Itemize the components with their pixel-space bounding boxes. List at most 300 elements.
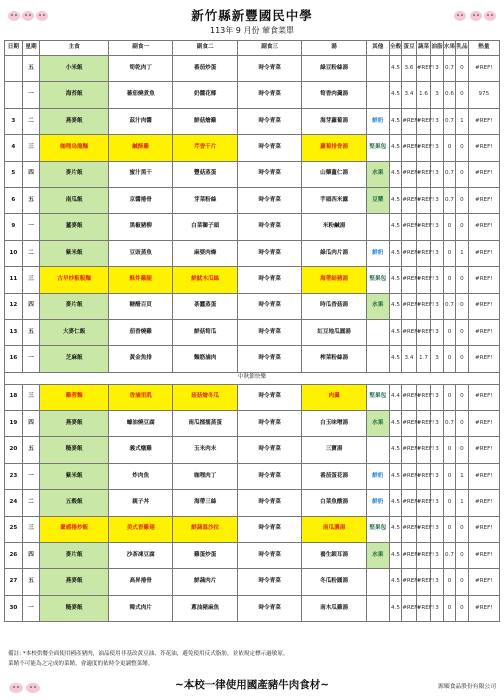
side-dish-2-cell: 鮮蔬肉片 xyxy=(173,569,237,595)
nutrition-value-cell: 0 xyxy=(456,569,468,595)
nutrition-value-cell: 0.7 xyxy=(443,161,455,187)
menu-row xyxy=(5,240,500,266)
nutrition-value-cell: 3.4 xyxy=(402,346,417,372)
nutrition-value-cell: 1.6 xyxy=(416,82,431,108)
menu-row xyxy=(5,187,500,213)
nutrition-value-cell: 4.5 xyxy=(389,595,401,621)
footer-note: 備註: *本校供餐全面使用國產豬肉，油品使用非基改黃豆油、芥花油，避免使用反式脂肪，並依規定標示過敏原。 xyxy=(8,651,289,657)
nutrition-value-cell: #REF! xyxy=(468,56,499,82)
staple-cell: 糙麥飯 xyxy=(40,437,109,463)
side-dish-1-cell: 茄香燒雞 xyxy=(108,319,172,345)
soup-cell: 綠豆粉絲湯 xyxy=(302,56,366,82)
soup-cell: 芋頭西米露 xyxy=(302,187,366,213)
side-dish-2-cell: 蔥油豬麻魚 xyxy=(173,595,237,621)
soup-cell: 肉羹 xyxy=(302,384,366,410)
side-dish-2-cell: 菇菇燴冬瓜 xyxy=(173,384,237,410)
nutrition-value-cell: 4.5 xyxy=(389,108,401,134)
menu-row xyxy=(5,267,500,293)
side-dish-2-cell: 麻婆肉燥 xyxy=(173,240,237,266)
nutrition-value-cell: #REF! xyxy=(402,240,417,266)
side-dish-3-cell: 時令青菜 xyxy=(237,437,301,463)
soup-cell: 米粉鹹湯 xyxy=(302,214,366,240)
nutrition-value-cell: 1 xyxy=(456,490,468,516)
nutrition-header: 蛋豆 xyxy=(402,41,417,56)
side-dish-1-cell: 義式燉雞 xyxy=(108,437,172,463)
side-dish-3-cell: 時令青菜 xyxy=(237,543,301,569)
side-dish-2-cell: 咖哩肉丁 xyxy=(173,463,237,489)
nutrition-value-cell: 0 xyxy=(456,267,468,293)
nutrition-value-cell: 3 xyxy=(431,569,443,595)
nutrition-value-cell: 1 xyxy=(456,108,468,134)
nutrition-value-cell: 3 xyxy=(431,346,443,372)
soup-cell: 南瓜濃湯 xyxy=(302,516,366,542)
nutrition-value-cell: #REF! xyxy=(468,490,499,516)
date-cell: 5 xyxy=(5,161,23,187)
nutrition-value-cell: 0 xyxy=(456,135,468,161)
column-header: 湯 xyxy=(302,41,366,56)
weekday-cell: 四 xyxy=(22,411,40,437)
extra-item-cell xyxy=(366,569,389,595)
nutrition-value-cell: 3 xyxy=(431,543,443,569)
soup-cell: 南木瓜雞湯 xyxy=(302,595,366,621)
nutrition-value-cell: #REF! xyxy=(416,516,431,542)
nutrition-value-cell: 3 xyxy=(431,267,443,293)
weekday-cell: 四 xyxy=(22,543,40,569)
nutrition-header: 油脂 xyxy=(431,41,443,56)
footer-note: 菜餚不可能為之完成的菜餚，會適度的依時令更調整菜餚。 xyxy=(8,661,154,667)
soup-cell: 三寶湯 xyxy=(302,437,366,463)
nutrition-value-cell: #REF! xyxy=(402,108,417,134)
weekday-cell: 一 xyxy=(22,463,40,489)
nutrition-value-cell: 0 xyxy=(456,411,468,437)
staple-cell: 麥片飯 xyxy=(40,543,109,569)
extra-item-cell xyxy=(366,56,389,82)
nutrition-value-cell: 4.5 xyxy=(389,56,401,82)
nutrition-value-cell: #REF! xyxy=(416,187,431,213)
nutrition-value-cell: #REF! xyxy=(468,214,499,240)
nutrition-value-cell: #REF! xyxy=(416,214,431,240)
extra-item-cell: 水果 xyxy=(366,411,389,437)
staple-cell: 糙麥飯 xyxy=(40,595,109,621)
page-subtitle: 113年 9 月份 葷食菜單 xyxy=(210,26,294,35)
nutrition-value-cell: 0 xyxy=(443,319,455,345)
nutrition-value-cell: 0 xyxy=(443,437,455,463)
menu-row xyxy=(5,384,500,410)
nutrition-value-cell: 4.5 xyxy=(389,161,401,187)
nutrition-value-cell: #REF! xyxy=(468,293,499,319)
nutrition-value-cell: 4.5 xyxy=(389,267,401,293)
nutrition-value-cell: #REF! xyxy=(468,411,499,437)
weekday-cell: 五 xyxy=(22,437,40,463)
nutrition-value-cell: #REF! xyxy=(416,108,431,134)
date-cell xyxy=(5,56,23,82)
side-dish-3-cell: 時令青菜 xyxy=(237,595,301,621)
staple-cell: 五穀飯 xyxy=(40,490,109,516)
nutrition-value-cell: 0 xyxy=(443,516,455,542)
nutrition-value-cell: 3 xyxy=(431,135,443,161)
nutrition-value-cell: 0 xyxy=(443,135,455,161)
side-dish-2-cell: 鮮菇燴雞 xyxy=(173,108,237,134)
nutrition-value-cell: 4.5 xyxy=(389,437,401,463)
side-dish-1-cell: 親子丼 xyxy=(108,490,172,516)
nutrition-value-cell: #REF! xyxy=(416,319,431,345)
weekday-cell: 四 xyxy=(22,293,40,319)
side-dish-1-cell: 黑椒豬柳 xyxy=(108,214,172,240)
menu-row xyxy=(5,56,500,82)
menu-row xyxy=(5,346,500,372)
nutrition-value-cell: #REF! xyxy=(402,437,417,463)
weekday-cell: 三 xyxy=(22,267,40,293)
column-header: 副食一 xyxy=(108,41,172,56)
nutrition-value-cell: #REF! xyxy=(416,293,431,319)
side-dish-3-cell: 時令青菜 xyxy=(237,82,301,108)
nutrition-value-cell: #REF! xyxy=(402,319,417,345)
nutrition-value-cell: 4.5 xyxy=(389,516,401,542)
nutrition-value-cell: 3 xyxy=(431,108,443,134)
weekday-cell: 五 xyxy=(22,187,40,213)
nutrition-value-cell: #REF! xyxy=(468,135,499,161)
nutrition-value-cell: 3 xyxy=(431,490,443,516)
side-dish-2-cell: 芽菜粉絲 xyxy=(173,187,237,213)
soup-cell: 筍香肉羹湯 xyxy=(302,82,366,108)
nutrition-value-cell: 0 xyxy=(456,214,468,240)
date-cell: 11 xyxy=(5,267,23,293)
staple-cell: 燕麥飯 xyxy=(40,569,109,595)
extra-item-cell: 堅果包 xyxy=(366,384,389,410)
staple-cell: 小米飯 xyxy=(40,56,109,82)
nutrition-value-cell: 3 xyxy=(431,463,443,489)
nutrition-value-cell: #REF! xyxy=(402,490,417,516)
side-dish-2-cell: 豐菇蒸蛋 xyxy=(173,161,237,187)
nutrition-value-cell: 0 xyxy=(443,490,455,516)
side-dish-3-cell: 時令青菜 xyxy=(237,384,301,410)
side-dish-3-cell: 時令青菜 xyxy=(237,411,301,437)
weekday-cell: 五 xyxy=(22,56,40,82)
nutrition-value-cell: #REF! xyxy=(416,463,431,489)
nutrition-value-cell: #REF! xyxy=(468,384,499,410)
nutrition-value-cell: 0 xyxy=(456,319,468,345)
soup-cell: 榨菜粉絲湯 xyxy=(302,346,366,372)
extra-item-cell xyxy=(366,437,389,463)
staple-cell: 麥片飯 xyxy=(40,161,109,187)
staple-cell: 古早炒粄粄麵 xyxy=(40,267,109,293)
nutrition-value-cell: #REF! xyxy=(468,267,499,293)
nutrition-value-cell: 0 xyxy=(456,543,468,569)
weekday-cell: 一 xyxy=(22,214,40,240)
side-dish-1-cell: 蕃茄燒煮魚 xyxy=(108,82,172,108)
nutrition-value-cell: 975 xyxy=(468,82,499,108)
side-dish-3-cell: 時令青菜 xyxy=(237,240,301,266)
nutrition-value-cell: 4.5 xyxy=(389,411,401,437)
extra-item-cell: 鮮奶 xyxy=(366,490,389,516)
nutrition-value-cell: #REF! xyxy=(468,187,499,213)
extra-item-cell xyxy=(366,346,389,372)
nutrition-value-cell: #REF! xyxy=(468,569,499,595)
nutrition-value-cell: 3 xyxy=(431,411,443,437)
table-header-row xyxy=(5,41,500,56)
nutrition-value-cell: 0.7 xyxy=(443,411,455,437)
nutrition-value-cell: 0 xyxy=(456,187,468,213)
menu-row xyxy=(5,82,500,108)
side-dish-1-cell: 酥炸雞腿 xyxy=(108,267,172,293)
nutrition-value-cell: #REF! xyxy=(402,543,417,569)
side-dish-3-cell: 時令青菜 xyxy=(237,516,301,542)
nutrition-value-cell: #REF! xyxy=(468,543,499,569)
side-dish-1-cell: 京醬捲骨 xyxy=(108,187,172,213)
nutrition-value-cell: 3 xyxy=(431,384,443,410)
nutrition-value-cell: #REF! xyxy=(416,384,431,410)
side-dish-2-cell: 奶醬花椰 xyxy=(173,82,237,108)
staple-cell: 薑麥飯 xyxy=(40,214,109,240)
column-header: 日期 xyxy=(5,41,23,56)
soup-cell: 白菜魚酸湯 xyxy=(302,490,366,516)
nutrition-value-cell: 0.7 xyxy=(443,56,455,82)
date-cell: 23 xyxy=(5,463,23,489)
side-dish-2-cell: 芹香干片 xyxy=(173,135,237,161)
side-dish-2-cell: 玉米肉末 xyxy=(173,437,237,463)
soup-cell: 海芽蘿蔔湯 xyxy=(302,108,366,134)
extra-item-cell: 水果 xyxy=(366,161,389,187)
date-cell: 10 xyxy=(5,240,23,266)
date-cell: 30 xyxy=(5,595,23,621)
nutrition-value-cell: #REF! xyxy=(468,319,499,345)
nutrition-value-cell: 3 xyxy=(431,319,443,345)
date-cell: 16 xyxy=(5,346,23,372)
nutrition-value-cell: 0 xyxy=(443,569,455,595)
nutrition-value-cell: 0.7 xyxy=(443,187,455,213)
menu-row xyxy=(5,437,500,463)
menu-row xyxy=(5,214,500,240)
side-dish-1-cell: 沙茶凍豆腐 xyxy=(108,543,172,569)
nutrition-value-cell: 0.6 xyxy=(443,82,455,108)
midautumn-row xyxy=(5,372,500,384)
menu-row xyxy=(5,411,500,437)
soup-cell: 紅豆地瓜圓湯 xyxy=(302,319,366,345)
nutrition-value-cell: #REF! xyxy=(468,437,499,463)
extra-item-cell xyxy=(366,595,389,621)
nutrition-value-cell: #REF! xyxy=(402,214,417,240)
date-cell: 6 xyxy=(5,187,23,213)
nutrition-value-cell: #REF! xyxy=(468,240,499,266)
side-dish-2-cell: 麵筋滷肉 xyxy=(173,346,237,372)
weekday-cell: 二 xyxy=(22,108,40,134)
date-cell: 20 xyxy=(5,437,23,463)
nutrition-value-cell: 0 xyxy=(443,346,455,372)
nutrition-value-cell: #REF! xyxy=(416,135,431,161)
menu-row xyxy=(5,135,500,161)
nutrition-value-cell: 0 xyxy=(456,56,468,82)
nutrition-value-cell: 0 xyxy=(456,595,468,621)
nutrition-value-cell: #REF! xyxy=(402,595,417,621)
nutrition-value-cell: #REF! xyxy=(416,267,431,293)
nutrition-value-cell: 0 xyxy=(443,214,455,240)
slogan: ~本校一律使用國產豬牛肉食材~ xyxy=(174,679,330,691)
side-dish-1-cell: 豆豉蒸魚 xyxy=(108,240,172,266)
soup-cell: 時瓜香菇湯 xyxy=(302,293,366,319)
nutrition-value-cell: 3 xyxy=(431,516,443,542)
nutrition-value-cell: #REF! xyxy=(402,411,417,437)
nutrition-value-cell: #REF! xyxy=(416,490,431,516)
date-cell: 13 xyxy=(5,319,23,345)
nutrition-value-cell: #REF! xyxy=(468,516,499,542)
nutrition-value-cell: 3.6 xyxy=(402,56,417,82)
side-dish-3-cell: 時令青菜 xyxy=(237,108,301,134)
side-dish-3-cell: 時令青菜 xyxy=(237,490,301,516)
side-dish-3-cell: 時令青菜 xyxy=(237,267,301,293)
side-dish-3-cell: 時令青菜 xyxy=(237,161,301,187)
date-cell: 9 xyxy=(5,214,23,240)
nutrition-value-cell: #REF! xyxy=(402,569,417,595)
nutrition-value-cell: #REF! xyxy=(402,516,417,542)
nutrition-value-cell: #REF! xyxy=(402,187,417,213)
side-dish-1-cell: 韓式肉片 xyxy=(108,595,172,621)
soup-cell: 冬瓜粉圓湯 xyxy=(302,569,366,595)
staple-cell: 海苔飯 xyxy=(40,82,109,108)
weekday-cell: 五 xyxy=(22,569,40,595)
menu-row xyxy=(5,463,500,489)
nutrition-value-cell: 0 xyxy=(456,82,468,108)
extra-item-cell: 豆漿 xyxy=(366,187,389,213)
date-cell: 18 xyxy=(5,384,23,410)
column-header: 主食 xyxy=(40,41,109,56)
extra-item-cell: 鮮奶 xyxy=(366,108,389,134)
nutrition-header: 乳品 xyxy=(456,41,468,56)
extra-item-cell: 堅果包 xyxy=(366,267,389,293)
nutrition-value-cell: #REF! xyxy=(416,240,431,266)
side-dish-1-cell: 高昇捲骨 xyxy=(108,569,172,595)
date-cell: 26 xyxy=(5,543,23,569)
column-header: 副食二 xyxy=(173,41,237,56)
staple-cell: 臺感捲炒飯 xyxy=(40,516,109,542)
staple-cell: 紫米飯 xyxy=(40,240,109,266)
nutrition-value-cell: 4.5 xyxy=(389,214,401,240)
menu-body xyxy=(5,56,500,622)
nutrition-value-cell: #REF! xyxy=(402,384,417,410)
nutrition-value-cell: 3 xyxy=(431,240,443,266)
soup-cell: 綠瓜肉片湯 xyxy=(302,240,366,266)
menu-row xyxy=(5,161,500,187)
nutrition-value-cell: 4.5 xyxy=(389,490,401,516)
side-dish-2-cell: 南瓜擂擂蒸蛋 xyxy=(173,411,237,437)
staple-cell: 麥片飯 xyxy=(40,293,109,319)
extra-item-cell: 堅果包 xyxy=(366,135,389,161)
date-cell: 27 xyxy=(5,569,23,595)
extra-item-cell: 水果 xyxy=(366,543,389,569)
date-cell xyxy=(5,82,23,108)
staple-cell: 燕麥飯 xyxy=(40,108,109,134)
nutrition-header: 蔬菜 xyxy=(416,41,431,56)
weekday-cell: 三 xyxy=(22,516,40,542)
nutrition-value-cell: #REF! xyxy=(416,569,431,595)
nutrition-value-cell: 4.5 xyxy=(389,319,401,345)
nutrition-value-cell: #REF! xyxy=(402,267,417,293)
side-dish-1-cell: 黃金魚排 xyxy=(108,346,172,372)
side-dish-1-cell: 糖醋百頁 xyxy=(108,293,172,319)
staple-cell: 雞蓉麵 xyxy=(40,384,109,410)
side-dish-3-cell: 時令青菜 xyxy=(237,346,301,372)
nutrition-header: 全穀 xyxy=(389,41,401,56)
extra-item-cell: 堅果包 xyxy=(366,516,389,542)
nutrition-value-cell: 3 xyxy=(431,595,443,621)
side-dish-1-cell: 蠔油燒豆腐 xyxy=(108,411,172,437)
extra-item-cell: 鮮奶 xyxy=(366,240,389,266)
column-header: 副食三 xyxy=(237,41,301,56)
staple-cell: 南瓜飯 xyxy=(40,187,109,213)
soup-cell: 海帶結豬湯 xyxy=(302,267,366,293)
side-dish-2-cell: 白菜獅子頭 xyxy=(173,214,237,240)
midautumn-label: 中秋節快樂 xyxy=(5,372,500,384)
nutrition-value-cell: #REF! xyxy=(402,161,417,187)
page-title: 新竹縣新豐國民中學 xyxy=(191,8,313,23)
side-dish-1-cell: 炸肉魚 xyxy=(108,463,172,489)
side-dish-1-cell: 美式香雞翅 xyxy=(108,516,172,542)
nutrition-value-cell: #REF! xyxy=(416,411,431,437)
side-dish-2-cell: 茶蠶蒸蛋 xyxy=(173,293,237,319)
weekday-cell: 一 xyxy=(22,346,40,372)
nutrition-value-cell: 0 xyxy=(456,293,468,319)
side-dish-3-cell: 時令青菜 xyxy=(237,463,301,489)
nutrition-value-cell: 0 xyxy=(456,161,468,187)
nutrition-value-cell: #REF! xyxy=(402,463,417,489)
nutrition-value-cell: 0 xyxy=(456,346,468,372)
nutrition-value-cell: #REF! xyxy=(402,135,417,161)
side-dish-2-cell: 鮮魷木瓜絲 xyxy=(173,267,237,293)
side-dish-1-cell: 茲汁肉醬 xyxy=(108,108,172,134)
extra-item-cell xyxy=(366,82,389,108)
weekday-cell: 三 xyxy=(22,135,40,161)
nutrition-value-cell: 0 xyxy=(443,267,455,293)
side-dish-3-cell: 時令青菜 xyxy=(237,187,301,213)
nutrition-value-cell: 3.4 xyxy=(402,82,417,108)
nutrition-value-cell: #REF! xyxy=(468,595,499,621)
menu-row xyxy=(5,490,500,516)
menu-row xyxy=(5,319,500,345)
side-dish-3-cell: 時令青菜 xyxy=(237,293,301,319)
side-dish-2-cell: 番茄炒蛋 xyxy=(173,56,237,82)
nutrition-value-cell: 4.5 xyxy=(389,543,401,569)
weekday-cell: 二 xyxy=(22,240,40,266)
nutrition-value-cell: #REF! xyxy=(468,161,499,187)
side-dish-1-cell: 筍乾肉丁 xyxy=(108,56,172,82)
side-dish-2-cell: 海帶三絲 xyxy=(173,490,237,516)
nutrition-value-cell: 0.7 xyxy=(443,543,455,569)
nutrition-value-cell: 0 xyxy=(456,384,468,410)
nutrition-value-cell: #REF! xyxy=(468,108,499,134)
soup-cell: 蘿蔔排骨湯 xyxy=(302,135,366,161)
weekday-cell: 二 xyxy=(22,490,40,516)
side-dish-3-cell: 時令青菜 xyxy=(237,135,301,161)
nutrition-value-cell: #REF! xyxy=(402,293,417,319)
date-cell: 25 xyxy=(5,516,23,542)
nutrition-value-cell: 0 xyxy=(456,437,468,463)
nutrition-value-cell: #REF! xyxy=(468,346,499,372)
nutrition-value-cell: 0 xyxy=(443,384,455,410)
side-dish-1-cell: 香滷里肌 xyxy=(108,384,172,410)
nutrition-value-cell: #REF! xyxy=(416,437,431,463)
menu-row xyxy=(5,569,500,595)
side-dish-1-cell: 鹹酥雞 xyxy=(108,135,172,161)
date-cell: 24 xyxy=(5,490,23,516)
nutrition-value-cell: 0 xyxy=(443,595,455,621)
nutrition-value-cell: 3 xyxy=(431,56,443,82)
side-dish-2-cell: 雞蛋炒蛋 xyxy=(173,543,237,569)
date-cell: 3 xyxy=(5,108,23,134)
nutrition-value-cell: 4.5 xyxy=(389,569,401,595)
nutrition-value-cell: 3 xyxy=(431,161,443,187)
vendor-name: 源順食品股份有限公司 xyxy=(438,684,496,690)
nutrition-value-cell: 0 xyxy=(443,240,455,266)
side-dish-3-cell: 時令青菜 xyxy=(237,569,301,595)
